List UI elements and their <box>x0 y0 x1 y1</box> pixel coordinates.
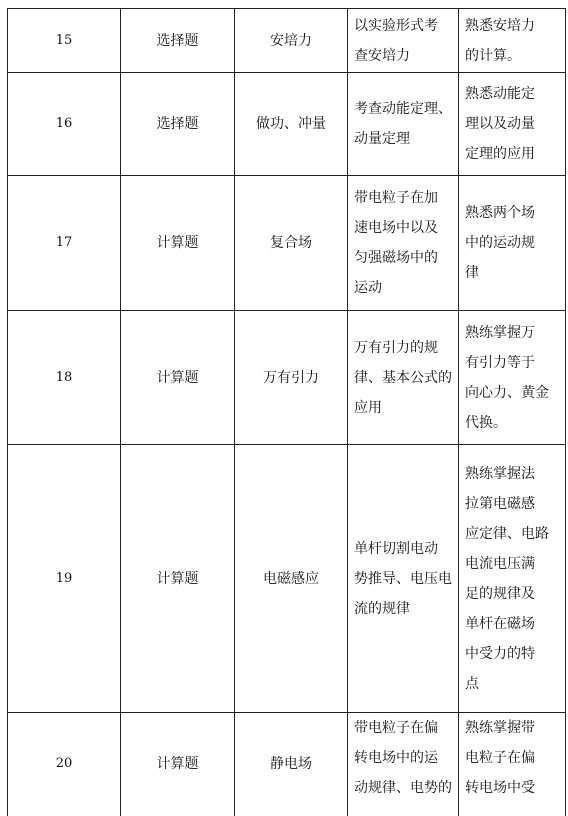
learning-goal-line: 有引力等于 <box>465 354 535 371</box>
learning-goal-line: 单杆在磁场 <box>465 615 535 632</box>
question-number: 19 <box>8 445 121 713</box>
learning-goal-line: 熟练掌握法 <box>465 465 535 482</box>
learning-goal-line: 理以及动量 <box>465 116 535 132</box>
learning-goal-line: 定理的应用 <box>465 146 535 162</box>
learning-goal <box>459 176 566 311</box>
cut-off-text-fragment <box>200 0 380 4</box>
learning-goal-line: 代换。 <box>465 414 507 431</box>
exam-focus-line: 带电粒子在偏 <box>354 720 438 736</box>
exam-focus-line: 查安培力 <box>354 47 410 64</box>
question-type: 计算题 <box>121 311 235 445</box>
exam-focus <box>348 176 459 311</box>
question-type: 计算题 <box>121 445 235 713</box>
exam-focus-line: 运动 <box>354 280 382 296</box>
exam-focus-line: 以实验形式考 <box>354 17 438 34</box>
learning-goal-line: 拉第电磁感 <box>465 495 535 512</box>
learning-goal-line: 电粒子在偏 <box>465 750 535 766</box>
learning-goal-line: 应定律、电路 <box>465 525 549 542</box>
learning-goal <box>459 311 566 445</box>
exam-focus-line: 单杆切割电动 <box>354 540 438 557</box>
table-row <box>8 9 566 73</box>
exam-analysis-table <box>7 8 566 816</box>
learning-goal-line: 向心力、黄金 <box>465 384 549 401</box>
knowledge-point: 做功、冲量 <box>235 73 348 176</box>
exam-focus-line: 匀强磁场中的 <box>354 250 438 266</box>
question-type: 计算题 <box>121 713 235 816</box>
learning-goal-line: 熟悉安培力 <box>465 17 535 34</box>
exam-focus-line: 律、基本公式的 <box>354 369 452 386</box>
learning-goal <box>459 73 566 176</box>
learning-goal-line: 中的运动规 <box>465 235 535 251</box>
knowledge-point: 安培力 <box>235 9 348 73</box>
exam-focus-line: 速电场中以及 <box>354 220 438 236</box>
table-row <box>8 176 566 311</box>
exam-focus <box>348 713 459 816</box>
exam-focus <box>348 9 459 73</box>
exam-focus-line: 应用 <box>354 399 382 416</box>
knowledge-point: 静电场 <box>235 713 348 816</box>
learning-goal-line: 熟悉动能定 <box>465 86 535 102</box>
question-type: 选择题 <box>121 73 235 176</box>
exam-focus <box>348 311 459 445</box>
question-number: 15 <box>8 9 121 73</box>
exam-focus-line: 势推导、电压电 <box>354 570 452 587</box>
learning-goal-line: 熟练掌握万 <box>465 324 535 341</box>
learning-goal-line: 足的规律及 <box>465 585 535 602</box>
question-number: 18 <box>8 311 121 445</box>
exam-focus <box>348 73 459 176</box>
learning-goal-line: 转电场中受 <box>465 780 535 796</box>
table-row <box>8 311 566 445</box>
learning-goal-line: 熟练掌握带 <box>465 720 535 736</box>
table-row <box>8 445 566 713</box>
knowledge-point: 电磁感应 <box>235 445 348 713</box>
question-number: 16 <box>8 73 121 176</box>
table-row <box>8 713 566 816</box>
exam-focus <box>348 445 459 713</box>
exam-focus-line: 动量定理 <box>354 131 410 147</box>
learning-goal-line: 点 <box>465 675 479 692</box>
knowledge-point: 复合场 <box>235 176 348 311</box>
question-type: 计算题 <box>121 176 235 311</box>
exam-focus-line: 转电场中的运 <box>354 750 438 766</box>
learning-goal <box>459 9 566 73</box>
exam-focus-line: 带电粒子在加 <box>354 190 438 206</box>
question-number: 20 <box>8 713 121 816</box>
exam-focus-line: 流的规律 <box>354 600 410 617</box>
learning-goal-line: 律 <box>465 265 479 281</box>
learning-goal <box>459 445 566 713</box>
learning-goal-line: 熟悉两个场 <box>465 205 535 221</box>
learning-goal <box>459 713 566 816</box>
knowledge-point: 万有引力 <box>235 311 348 445</box>
learning-goal-line: 电流电压满 <box>465 555 535 572</box>
table-row <box>8 73 566 176</box>
learning-goal-line: 的计算。 <box>465 47 521 64</box>
exam-focus-line: 动规律、电势的 <box>354 780 452 796</box>
question-number: 17 <box>8 176 121 311</box>
question-type: 选择题 <box>121 9 235 73</box>
exam-focus-line: 万有引力的规 <box>354 339 438 356</box>
exam-focus-line: 考查动能定理、 <box>354 101 452 117</box>
learning-goal-line: 中受力的特 <box>465 645 535 662</box>
